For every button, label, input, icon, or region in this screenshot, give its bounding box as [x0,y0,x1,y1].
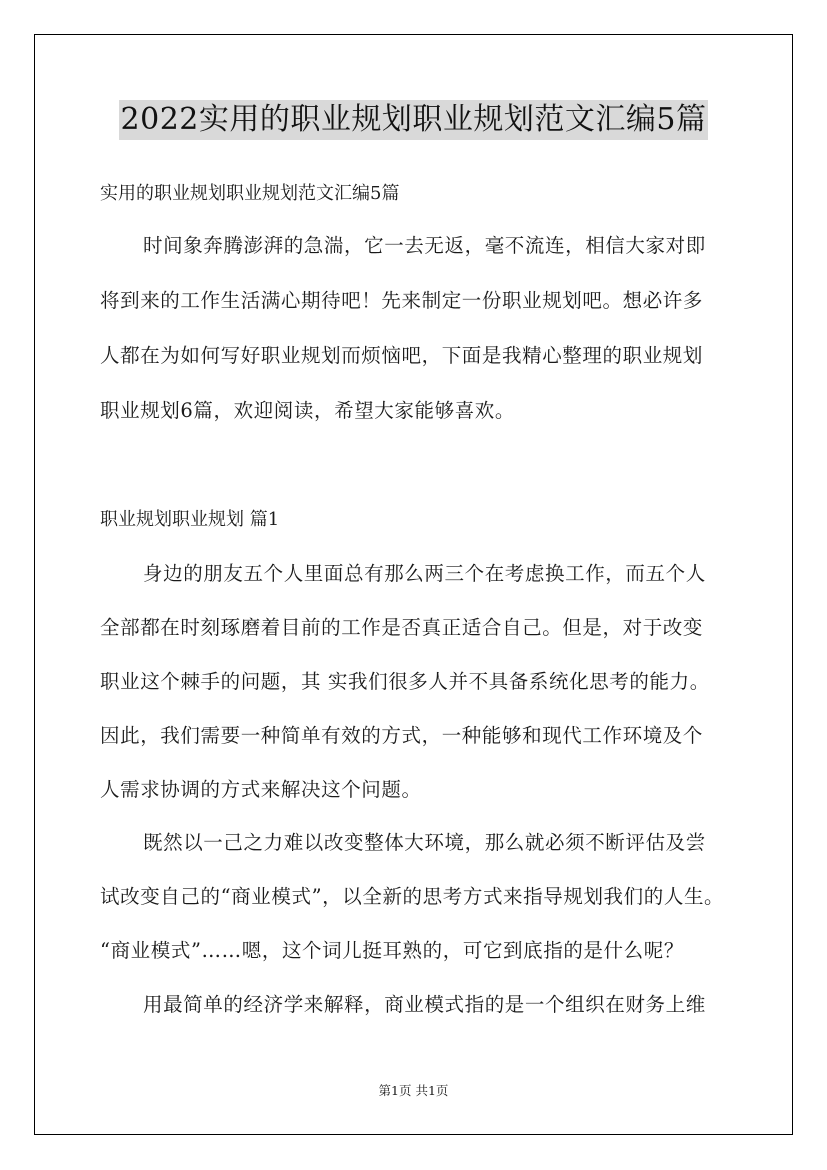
intro-line: 时间象奔腾澎湃的急湍，它一去无返，毫不流连，相信大家对即 [143,234,706,257]
intro-line: 人都在为如何写好职业规划而烦恼吧，下面是我精心整理的职业规划 [100,344,704,367]
document-title: 2022实用的职业规划职业规划范文汇编5篇 [119,100,709,140]
body-line: 因此，我们需要一种简单有效的方式，一种能够和现代工作环境及个 [100,724,704,747]
document-subtitle: 实用的职业规划职业规划范文汇编5篇 [100,183,400,204]
intro-line: 将到来的工作生活满心期待吧！先来制定一份职业规划吧。想必许多 [100,289,704,312]
body-line: 人需求协调的方式来解决这个问题。 [100,778,422,801]
body-line: 身边的朋友五个人里面总有那么两三个在考虑换工作，而五个人 [143,562,706,585]
body-line: 全部都在时刻琢磨着目前的工作是否真正适合自己。但是，对于改变 [100,616,704,639]
body-line: 职业这个棘手的问题，其 实我们很多人并不具备系统化思考的能力。 [100,670,710,693]
intro-line: 职业规划6篇，欢迎阅读，希望大家能够喜欢。 [100,399,516,422]
body-line: “商业模式”……嗯，这个词儿挺耳熟的，可它到底指的是什么呢？ [100,939,684,962]
section-heading: 职业规划职业规划 篇1 [100,509,280,530]
body-line: 用最简单的经济学来解释，商业模式指的是一个组织在财务上维 [143,993,706,1016]
body-line: 既然以一己之力难以改变整体大环境，那么就必须不断评估及尝 [143,831,706,854]
page-footer: 第1页 共1页 [378,1083,449,1098]
body-line: 试改变自己的“商业模式”，以全新的思考方式来指导规划我们的人生。 [100,885,725,908]
title-container [0,100,827,140]
